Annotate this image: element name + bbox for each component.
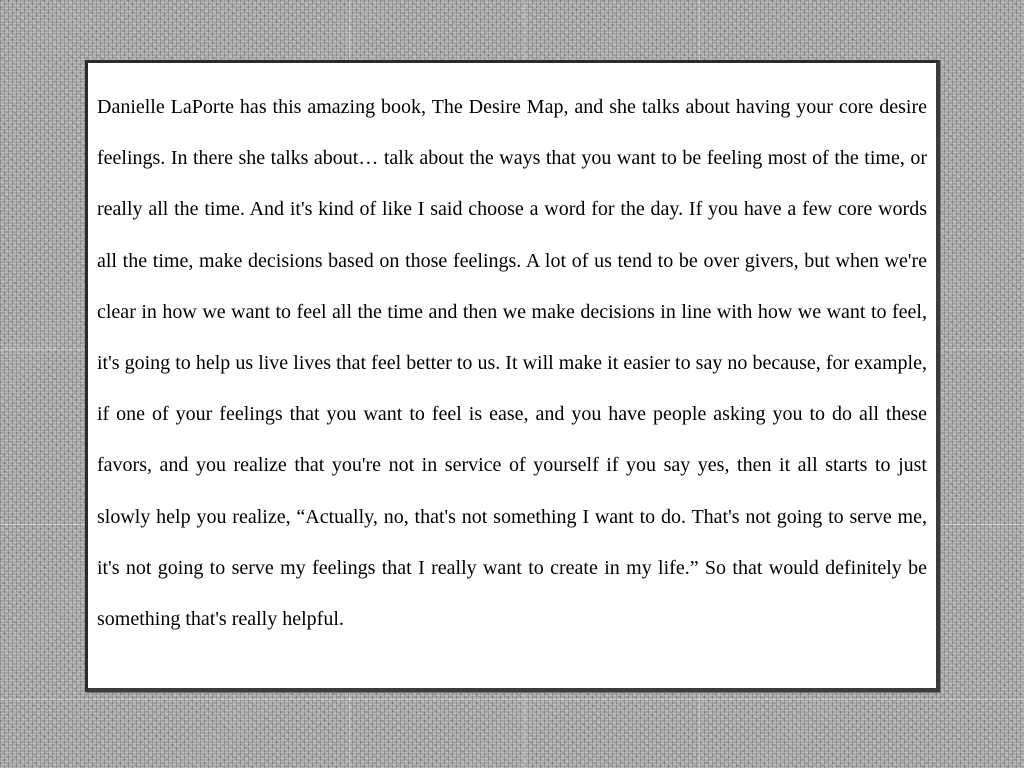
passage-text: Danielle LaPorte has this amazing book, The Desire Map, and she talks about having your core desire feelings. In there she talks about… talk about the ways that you want to be feeling most of the time, or really all the time. And it's kind of like I said choose a word for the day. If you have a few core words all the time, make decisions based on those feelings. A lot of us tend to be over givers, but when we're clear in how we want to feel all the time and then we make decisions in line with how we want to feel, it's going to help us live lives that feel better to us. It will make it easier to say no because, for example, if one of your feelings that you want to feel is ease, and you have people asking you to do all these favors, and you realize that you're not in service of yourself if you say yes, then it all starts to just slowly help you realize, “Actually, no, that's not something I want to do. That's not going to serve me, it's not going to serve my feelings that I really want to create in my life.” So that would definitely be something that's really helpful. bbox=[97, 96, 927, 631]
text-panel bbox=[85, 60, 940, 692]
background-tile-seam bbox=[0, 699, 1024, 700]
